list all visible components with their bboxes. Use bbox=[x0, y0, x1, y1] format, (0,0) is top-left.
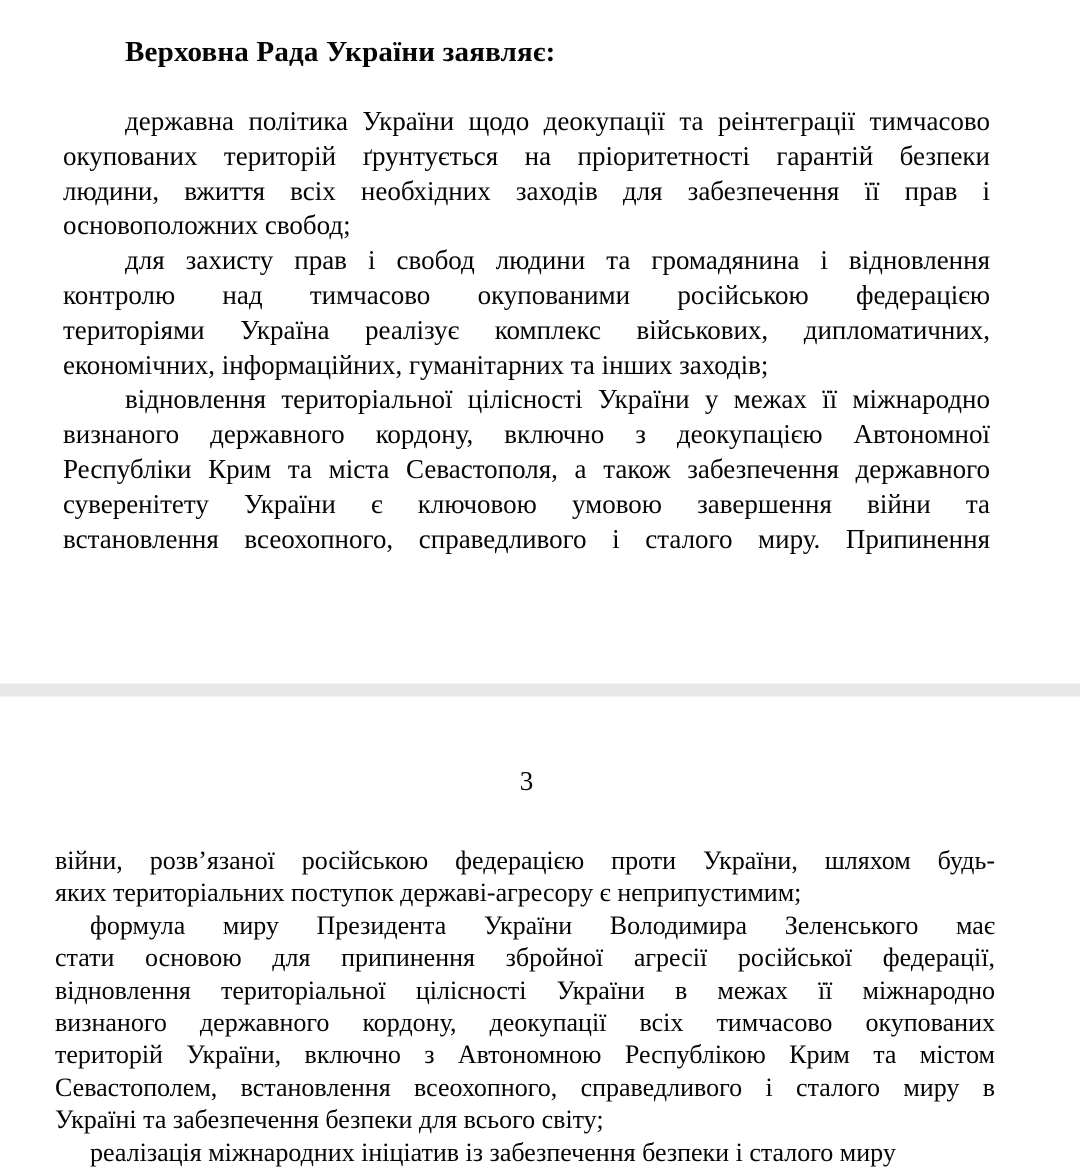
text-line: суверенітету України є ключовою умовою завершення війни та bbox=[63, 488, 990, 519]
page-break-divider bbox=[0, 683, 1080, 697]
body-paragraph bbox=[55, 845, 995, 910]
body-paragraph bbox=[55, 910, 995, 1137]
page-number: 3 bbox=[519, 766, 534, 796]
text-line: державна політика України щодо деокупації та реінтеграції тимчасово bbox=[125, 106, 990, 136]
text-line: визнаного державного кордону, включно з деокупацією Автономної bbox=[63, 419, 990, 450]
page-2-body bbox=[63, 104, 990, 556]
text-line: людини, вжиття всіх необхідних заходів для забезпечення її прав і bbox=[63, 175, 990, 206]
body-paragraph bbox=[55, 1137, 995, 1169]
text-line: окупованих територій ґрунтується на пріоритетності гарантій безпеки bbox=[63, 140, 990, 171]
text-line: стати основою для припинення збройної агресії російської федерації, bbox=[55, 943, 995, 973]
text-line: контролю над тимчасово окупованими російською федерацією bbox=[63, 279, 990, 310]
body-paragraph bbox=[63, 243, 990, 382]
text-line: відновлення територіальної цілісності України у межах її міжнародно bbox=[125, 384, 990, 415]
text-line: Республіки Крим та міста Севастополя, а також забезпечення державного bbox=[63, 453, 990, 484]
text-line: формула миру Президента України Володимира Зеленського має bbox=[90, 910, 995, 940]
statement-heading: Верховна Рада України заявляє: bbox=[125, 36, 556, 68]
text-line: відновлення територіальної цілісності України в межах її міжнародно bbox=[55, 975, 995, 1005]
page-3-body bbox=[55, 845, 995, 1169]
text-line: яких територіальних поступок державі-агресору є неприпустимим; bbox=[55, 878, 802, 908]
text-line: територій України, включно з Автономною Республікою Крим та містом bbox=[55, 1040, 995, 1070]
text-line: Севастополем, встановлення всеохопного, справедливого і сталого миру в bbox=[55, 1072, 995, 1102]
text-line: визнаного державного кордону, деокупації всіх тимчасово окупованих bbox=[55, 1008, 995, 1038]
text-line: економічних, інформаційних, гуманітарних та інших заходів; bbox=[63, 349, 769, 380]
text-line: реалізація міжнародних ініціатив із забезпечення безпеки і сталого миру bbox=[90, 1137, 896, 1167]
text-line: Україні та забезпечення безпеки для всього світу; bbox=[55, 1105, 604, 1135]
text-line: основоположних свобод; bbox=[63, 210, 351, 241]
text-line: територіями Україна реалізує комплекс військових, дипломатичних, bbox=[63, 314, 990, 345]
body-paragraph bbox=[63, 104, 990, 243]
body-paragraph bbox=[63, 382, 990, 556]
text-line: для захисту прав і свобод людини та громадянина і відновлення bbox=[125, 245, 990, 276]
text-line: війни, розв’язаної російською федерацією проти України, шляхом будь- bbox=[55, 846, 995, 875]
text-line: встановлення всеохопного, справедливого і сталого миру. Припинення bbox=[63, 523, 990, 554]
